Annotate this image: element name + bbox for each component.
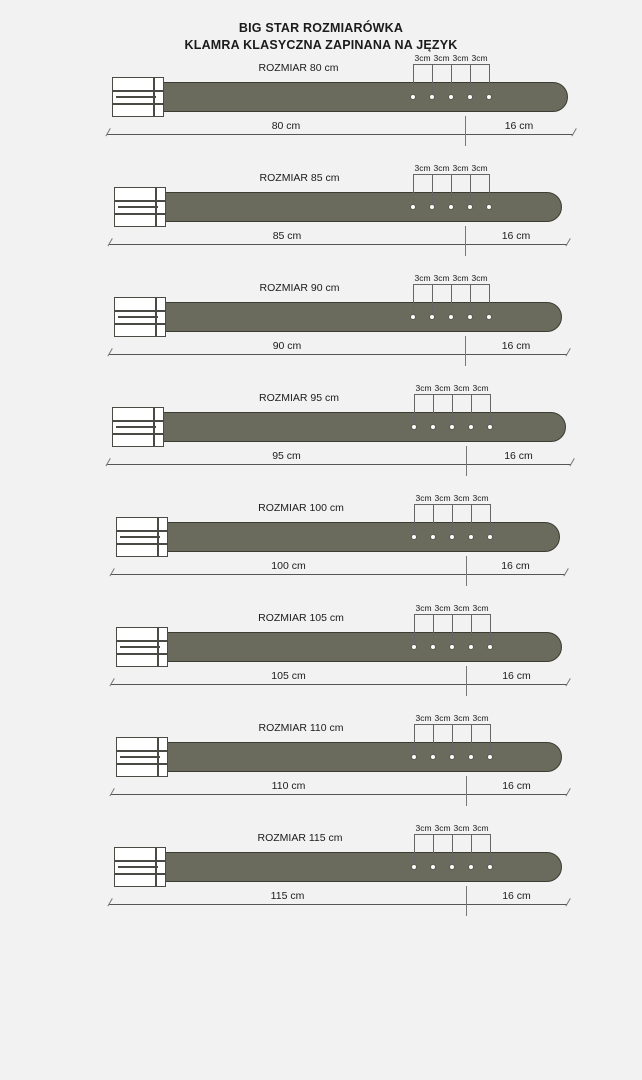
belt-hole [449,644,455,650]
tail-dimension-line [466,684,567,685]
spacing-label: 3cm [433,53,450,63]
spacing-tick [432,174,433,204]
spacing-label: 3cm [434,383,451,393]
belt-hole [411,864,417,870]
tail-label: 16 cm [502,890,531,902]
length-label: 115 cm [270,890,305,902]
spacing-tick [471,614,472,644]
belt-hole [487,644,493,650]
spacing-label: 3cm [453,823,470,833]
tail-label: 16 cm [501,560,530,572]
spacing-tick [490,504,491,534]
spacing-tick [433,394,434,424]
buckle-tongue [118,206,158,208]
belt-hole [449,864,455,870]
buckle-tongue [120,646,160,648]
dimension-tick [465,336,466,366]
belt-strap [116,742,562,772]
spacing-tick [433,834,434,864]
belt-hole [411,644,417,650]
belt-hole [468,864,474,870]
spacing-tick [470,174,471,204]
spacing-tick [414,504,415,534]
belt-row [0,824,642,934]
spacing-tick [490,834,491,864]
size-label: ROZMIAR 100 cm [258,502,344,514]
spacing-tick [414,614,415,644]
spacing-tick [489,64,490,94]
belt-hole [486,94,492,100]
buckle-bar-bottom [113,103,163,105]
dimension-tick [465,226,466,256]
spacing-tick [471,504,472,534]
spacing-tick [414,394,415,424]
buckle-bar-top [113,90,163,92]
belt-buckle [116,627,168,667]
buckle-bar-bottom [115,213,165,215]
buckle-post [155,848,157,886]
spacing-label: 3cm [415,823,432,833]
dimension-tick [565,238,578,251]
spacing-tick [413,64,414,94]
buckle-bar-top [117,640,167,642]
spacing-tick [471,394,472,424]
spacing-tick [414,724,415,754]
length-label: 90 cm [272,340,302,352]
belt-hole [410,204,416,210]
belt-hole [486,204,492,210]
title-line-1: BIG STAR ROZMIARÓWKA [238,21,404,35]
belt-row [0,274,642,384]
belt-hole [430,644,436,650]
spacing-tick [489,174,490,204]
spacing-label: 3cm [472,383,489,393]
length-label: 110 cm [271,780,306,792]
length-label: 80 cm [271,120,301,132]
belt-row [0,384,642,494]
dimension-tick [569,458,582,471]
spacing-label: 3cm [414,273,431,283]
belt-buckle [116,517,168,557]
spacing-tick [433,724,434,754]
dimension-tick [565,348,578,361]
belt-hole [486,314,492,320]
belt-strap [112,82,568,112]
length-dimension-line [107,134,465,135]
tail-dimension-line [465,134,573,135]
spacing-tick [490,394,491,424]
dimension-tick [571,128,584,141]
buckle-bar-top [117,530,167,532]
belt-buckle [112,77,164,117]
belt-row [0,54,642,164]
buckle-post [153,408,155,446]
length-label: 95 cm [272,450,301,462]
size-label: ROZMIAR 85 cm [259,172,340,184]
spacing-label: 3cm [452,163,469,173]
spacing-label: 3cm [434,493,451,503]
size-label: ROZMIAR 95 cm [259,392,339,404]
spacing-label: 3cm [434,823,451,833]
spacing-tick [433,504,434,534]
tail-label: 16 cm [504,120,534,132]
belt-row [0,494,642,604]
tail-dimension-line [466,794,567,795]
dimension-tick [107,348,120,361]
belt-hole [448,314,454,320]
length-label: 100 cm [271,560,306,572]
spacing-label: 3cm [415,383,432,393]
buckle-bar-bottom [117,763,167,765]
belt-buckle [114,187,166,227]
spacing-label: 3cm [433,163,450,173]
belt-strap [112,412,566,442]
belt-strap [116,632,562,662]
length-label: 105 cm [271,670,306,682]
spacing-tick [433,614,434,644]
buckle-bar-top [113,420,163,422]
belt-hole [430,864,436,870]
buckle-bar-bottom [117,543,167,545]
spacing-label: 3cm [434,603,451,613]
dimension-tick [109,788,122,801]
belt-hole [467,314,473,320]
belt-hole [468,424,474,430]
dimension-tick [109,678,122,691]
belt-hole [430,534,436,540]
spacing-label: 3cm [415,713,432,723]
dimension-tick [105,128,118,141]
belt-hole [468,534,474,540]
spacing-tick [490,614,491,644]
spacing-label: 3cm [415,493,432,503]
length-dimension-line [111,794,466,795]
buckle-bar-bottom [115,873,165,875]
belt-hole [430,424,436,430]
tail-dimension-line [466,464,571,465]
belt-hole [448,94,454,100]
length-dimension-line [111,574,466,575]
belt-strap [116,522,560,552]
spacing-tick [451,64,452,94]
length-dimension-line [109,244,465,245]
page-title [0,0,642,54]
belt-hole [487,864,493,870]
belt-buckle [116,737,168,777]
spacing-tick [452,724,453,754]
spacing-label: 3cm [453,713,470,723]
length-dimension-line [111,684,466,685]
length-dimension-line [109,904,466,905]
spacing-tick [470,64,471,94]
dimension-tick [466,446,467,476]
spacing-label: 3cm [471,53,488,63]
belt-hole [429,314,435,320]
belt-hole [410,94,416,100]
tail-dimension-line [465,244,567,245]
spacing-label: 3cm [452,273,469,283]
spacing-label: 3cm [471,163,488,173]
belt-hole [468,754,474,760]
spacing-tick [452,394,453,424]
spacing-tick [452,834,453,864]
spacing-label: 3cm [472,603,489,613]
belt-strap [114,852,562,882]
buckle-bar-top [115,200,165,202]
spacing-label: 3cm [434,713,451,723]
buckle-post [157,738,159,776]
length-label: 85 cm [272,230,302,242]
length-dimension-line [109,354,465,355]
size-chart [0,54,642,934]
spacing-tick [452,614,453,644]
buckle-post [153,78,155,116]
tail-dimension-line [466,904,567,905]
buckle-post [157,628,159,666]
spacing-label: 3cm [452,53,469,63]
spacing-tick [490,724,491,754]
buckle-bar-bottom [113,433,163,435]
spacing-label: 3cm [453,383,470,393]
dimension-tick [107,898,120,911]
spacing-tick [413,174,414,204]
dimension-tick [466,886,467,916]
tail-label: 16 cm [504,450,533,462]
belt-hole [411,754,417,760]
buckle-tongue [118,866,158,868]
buckle-tongue [120,536,160,538]
buckle-post [155,188,157,226]
belt-hole [467,94,473,100]
dimension-tick [565,678,578,691]
belt-hole [487,534,493,540]
buckle-tongue [120,756,160,758]
spacing-tick [432,64,433,94]
spacing-tick [489,284,490,314]
dimension-tick [466,776,467,806]
spacing-label: 3cm [453,603,470,613]
spacing-label: 3cm [414,163,431,173]
spacing-tick [432,284,433,314]
dimension-tick [105,458,118,471]
buckle-tongue [118,316,158,318]
belt-hole [429,204,435,210]
spacing-label: 3cm [453,493,470,503]
tail-dimension-line [465,354,567,355]
tail-label: 16 cm [501,340,531,352]
buckle-post [157,518,159,556]
belt-strap [114,192,562,222]
title-line-2: KLAMRA KLASYCZNA ZAPINANA NA JĘZYK [184,38,458,52]
tail-label: 16 cm [502,670,531,682]
spacing-label: 3cm [472,823,489,833]
belt-hole [467,204,473,210]
spacing-label: 3cm [472,493,489,503]
dimension-tick [107,238,120,251]
dimension-tick [465,116,466,146]
size-label: ROZMIAR 115 cm [257,832,343,844]
dimension-tick [466,666,467,696]
belt-hole [411,424,417,430]
spacing-label: 3cm [415,603,432,613]
size-label: ROZMIAR 90 cm [259,282,340,294]
buckle-tongue [116,96,156,98]
spacing-tick [414,834,415,864]
belt-hole [468,644,474,650]
buckle-bar-bottom [115,323,165,325]
length-dimension-line [107,464,466,465]
dimension-tick [565,898,578,911]
belt-hole [449,534,455,540]
dimension-tick [563,568,576,581]
spacing-tick [451,174,452,204]
belt-hole [411,534,417,540]
spacing-tick [413,284,414,314]
dimension-tick [466,556,467,586]
spacing-tick [451,284,452,314]
tail-dimension-line [466,574,565,575]
dimension-tick [109,568,122,581]
belt-hole [410,314,416,320]
buckle-bar-top [117,750,167,752]
belt-buckle [112,407,164,447]
spacing-label: 3cm [472,713,489,723]
belt-hole [429,94,435,100]
belt-hole [487,754,493,760]
belt-buckle [114,847,166,887]
belt-hole [449,424,455,430]
belt-hole [449,754,455,760]
belt-hole [430,754,436,760]
belt-hole [487,424,493,430]
buckle-post [155,298,157,336]
spacing-label: 3cm [433,273,450,283]
belt-strap [114,302,562,332]
buckle-bar-top [115,860,165,862]
buckle-tongue [116,426,156,428]
belt-row [0,604,642,714]
tail-label: 16 cm [502,780,531,792]
buckle-bar-top [115,310,165,312]
belt-row [0,164,642,274]
buckle-bar-bottom [117,653,167,655]
size-label: ROZMIAR 80 cm [258,62,339,74]
size-label: ROZMIAR 105 cm [258,612,344,624]
spacing-tick [452,504,453,534]
belt-hole [448,204,454,210]
spacing-tick [470,284,471,314]
spacing-tick [471,834,472,864]
spacing-label: 3cm [471,273,488,283]
size-label: ROZMIAR 110 cm [258,722,344,734]
spacing-label: 3cm [414,53,431,63]
belt-buckle [114,297,166,337]
dimension-tick [565,788,578,801]
belt-row [0,714,642,824]
tail-label: 16 cm [501,230,531,242]
spacing-tick [471,724,472,754]
